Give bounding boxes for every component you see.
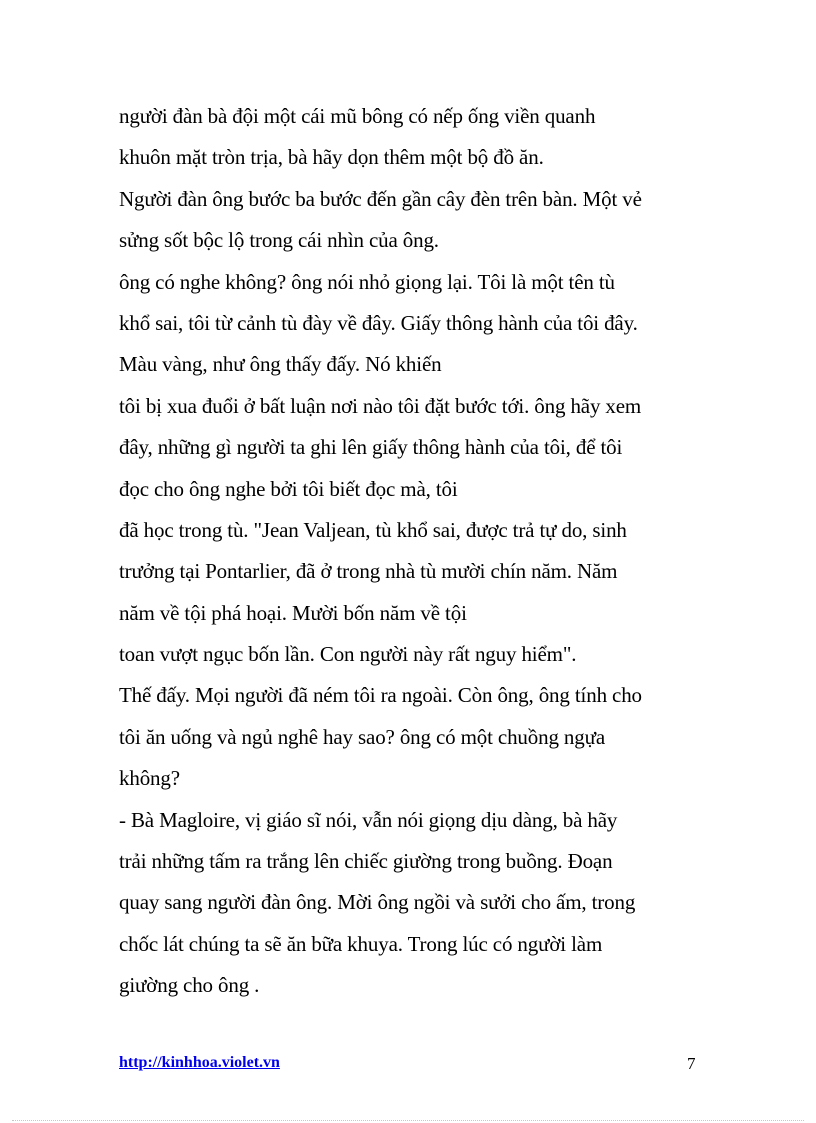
text-line: - Bà Magloire, vị giáo sĩ nói, vẫn nói giọng dịu dàng, bà hãy [119,807,618,832]
text-line: đây, những gì người ta ghi lên giấy thông hành của tôi, để tôi [119,435,623,460]
page-divider [12,1120,804,1121]
text-line: đã học trong tù. "Jean Valjean, tù khổ sai, được trả tự do, sinh [119,517,627,542]
body-text [119,96,719,1007]
text-line: giường cho ông . [119,973,260,998]
text-line: trải những tấm ra trắng lên chiếc giường trong buồng. Đoạn [119,849,613,874]
text-line: tôi bị xua đuổi ở bất luận nơi nào tôi đặt bước tới. ông hãy xem [119,393,642,418]
text-line: Màu vàng, như ông thấy đấy. Nó khiến [119,352,442,377]
footer-link[interactable]: http://kinhhoa.violet.vn [119,1054,280,1071]
text-line: Thế đấy. Mọi người đã ném tôi ra ngoài. Còn ông, ông tính cho [119,683,642,708]
text-line: khuôn mặt tròn trịa, bà hãy dọn thêm một bộ đồ ăn. [119,145,544,170]
text-line: Người đàn ông bước ba bước đến gần cây đèn trên bàn. Một vẻ [119,186,642,211]
text-line: ông có nghe không? ông nói nhỏ giọng lại. Tôi là một tên tù [119,269,615,294]
text-line: người đàn bà đội một cái mũ bông có nếp ống viền quanh [119,104,596,128]
text-line: đọc cho ông nghe bởi tôi biết đọc mà, tôi [119,476,458,501]
text-line: toan vượt ngục bốn lần. Con người này rất nguy hiểm". [119,642,577,667]
page-number: 7 [687,1054,696,1073]
text-line: không? [119,766,180,791]
text-line: trưởng tại Pontarlier, đã ở trong nhà tù mười chín năm. Năm [119,559,618,584]
text-line: khổ sai, tôi từ cảnh tù đày về đây. Giấy thông hành của tôi đây. [119,310,638,335]
text-line: sửng sốt bộc lộ trong cái nhìn của ông. [119,228,439,253]
text-line: chốc lát chúng ta sẽ ăn bữa khuya. Trong lúc có người làm [119,931,603,956]
text-line: quay sang người đàn ông. Mời ông ngồi và sưởi cho ấm, trong [119,890,636,915]
text-line: năm về tội phá hoại. Mười bốn năm về tội [119,600,467,625]
text-line: tôi ăn uống và ngủ nghê hay sao? ông có một chuồng ngựa [119,724,606,749]
